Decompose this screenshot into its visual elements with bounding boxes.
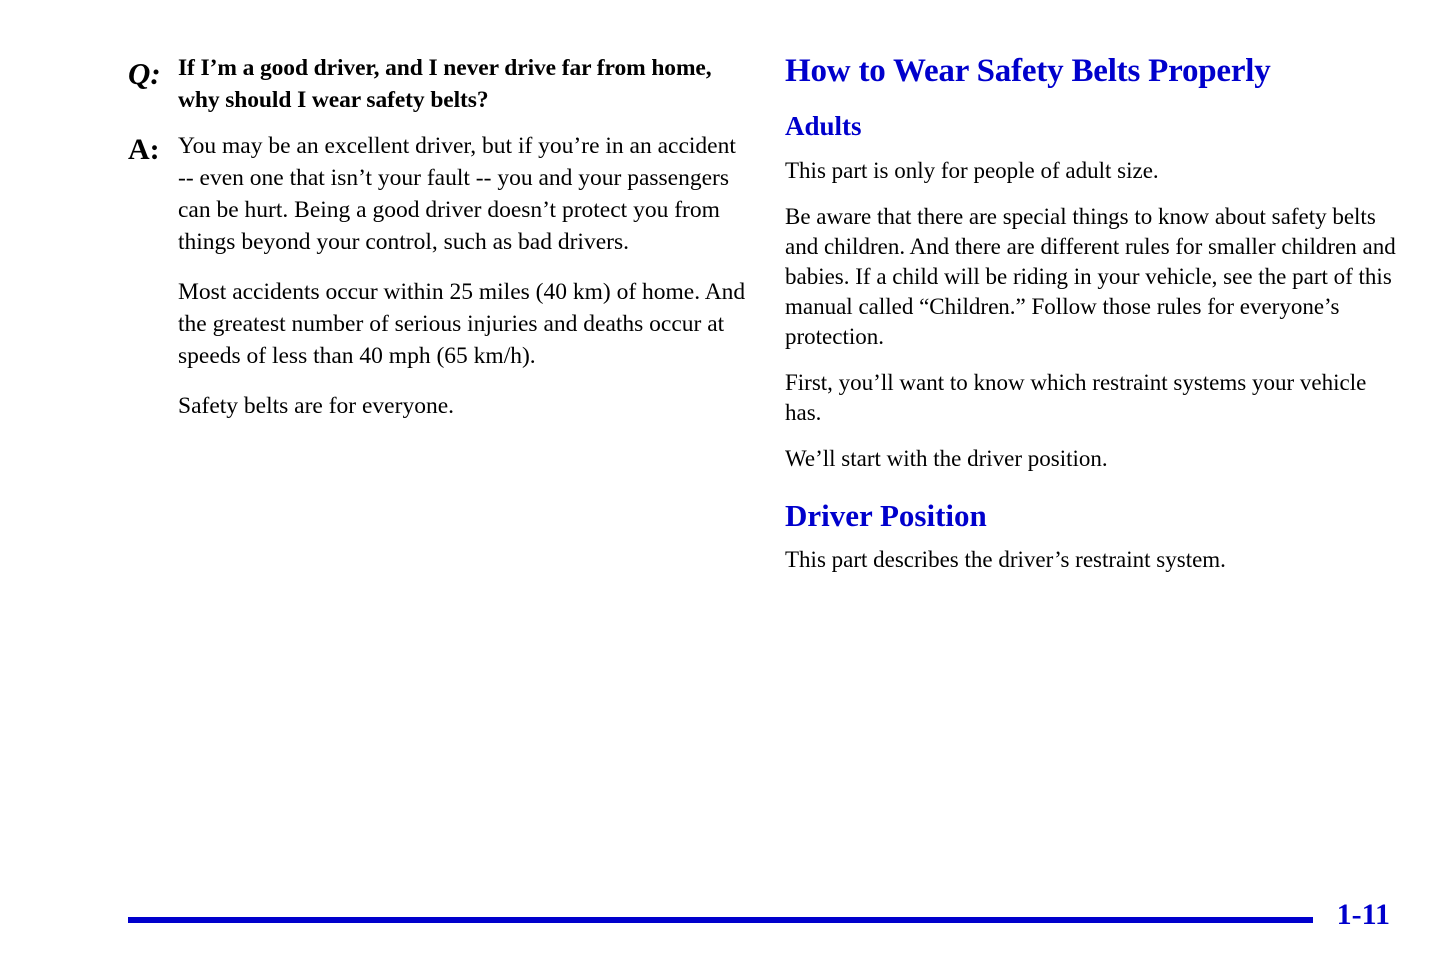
right-column: [785, 52, 1400, 575]
question-label: Q:: [128, 56, 161, 91]
adults-paragraph: This part is only for people of adult size.: [785, 158, 1159, 183]
adults-paragraph: Be aware that there are special things to know about safety belts and children. And there are different rules for smaller children and babies. If a child will be riding in your vehicle, see the part of this manual called “Children.” Follow those rules for everyone’s protection.: [785, 204, 1396, 349]
adults-heading: Adults: [785, 111, 862, 141]
answer-label: A:: [128, 133, 160, 166]
question-text: If I’m a good driver, and I never drive far from home, why should I wear safety belts?: [178, 55, 712, 113]
answer-paragraph: You may be an excellent driver, but if you’re in an accident -- even one that isn’t your fault -- you and your passengers can be hurt. Being a good driver doesn’t protect you from things beyond your control, such as bad drivers.: [178, 133, 736, 255]
adults-paragraph: First, you’ll want to know which restraint systems your vehicle has.: [785, 370, 1367, 425]
page-number: 1-11: [1336, 898, 1390, 931]
driver-position-paragraph: This part describes the driver’s restraint system.: [785, 547, 1226, 572]
adults-paragraph: We’ll start with the driver position.: [785, 446, 1108, 471]
left-column: [128, 52, 748, 436]
answer-paragraph: Most accidents occur within 25 miles (40 km) of home. And the greatest number of serious injuries and deaths occur at speeds of less than 40 mph (65 km/h).: [178, 279, 746, 369]
answer-text: [178, 130, 748, 422]
page-footer: [0, 885, 1445, 965]
footer-divider: [128, 917, 1313, 923]
answer-block: [128, 130, 748, 422]
question-block: [128, 52, 748, 116]
driver-position-heading: Driver Position: [785, 498, 987, 533]
section-title: How to Wear Safety Belts Properly: [785, 53, 1271, 89]
answer-paragraph: Safety belts are for everyone.: [178, 393, 454, 419]
